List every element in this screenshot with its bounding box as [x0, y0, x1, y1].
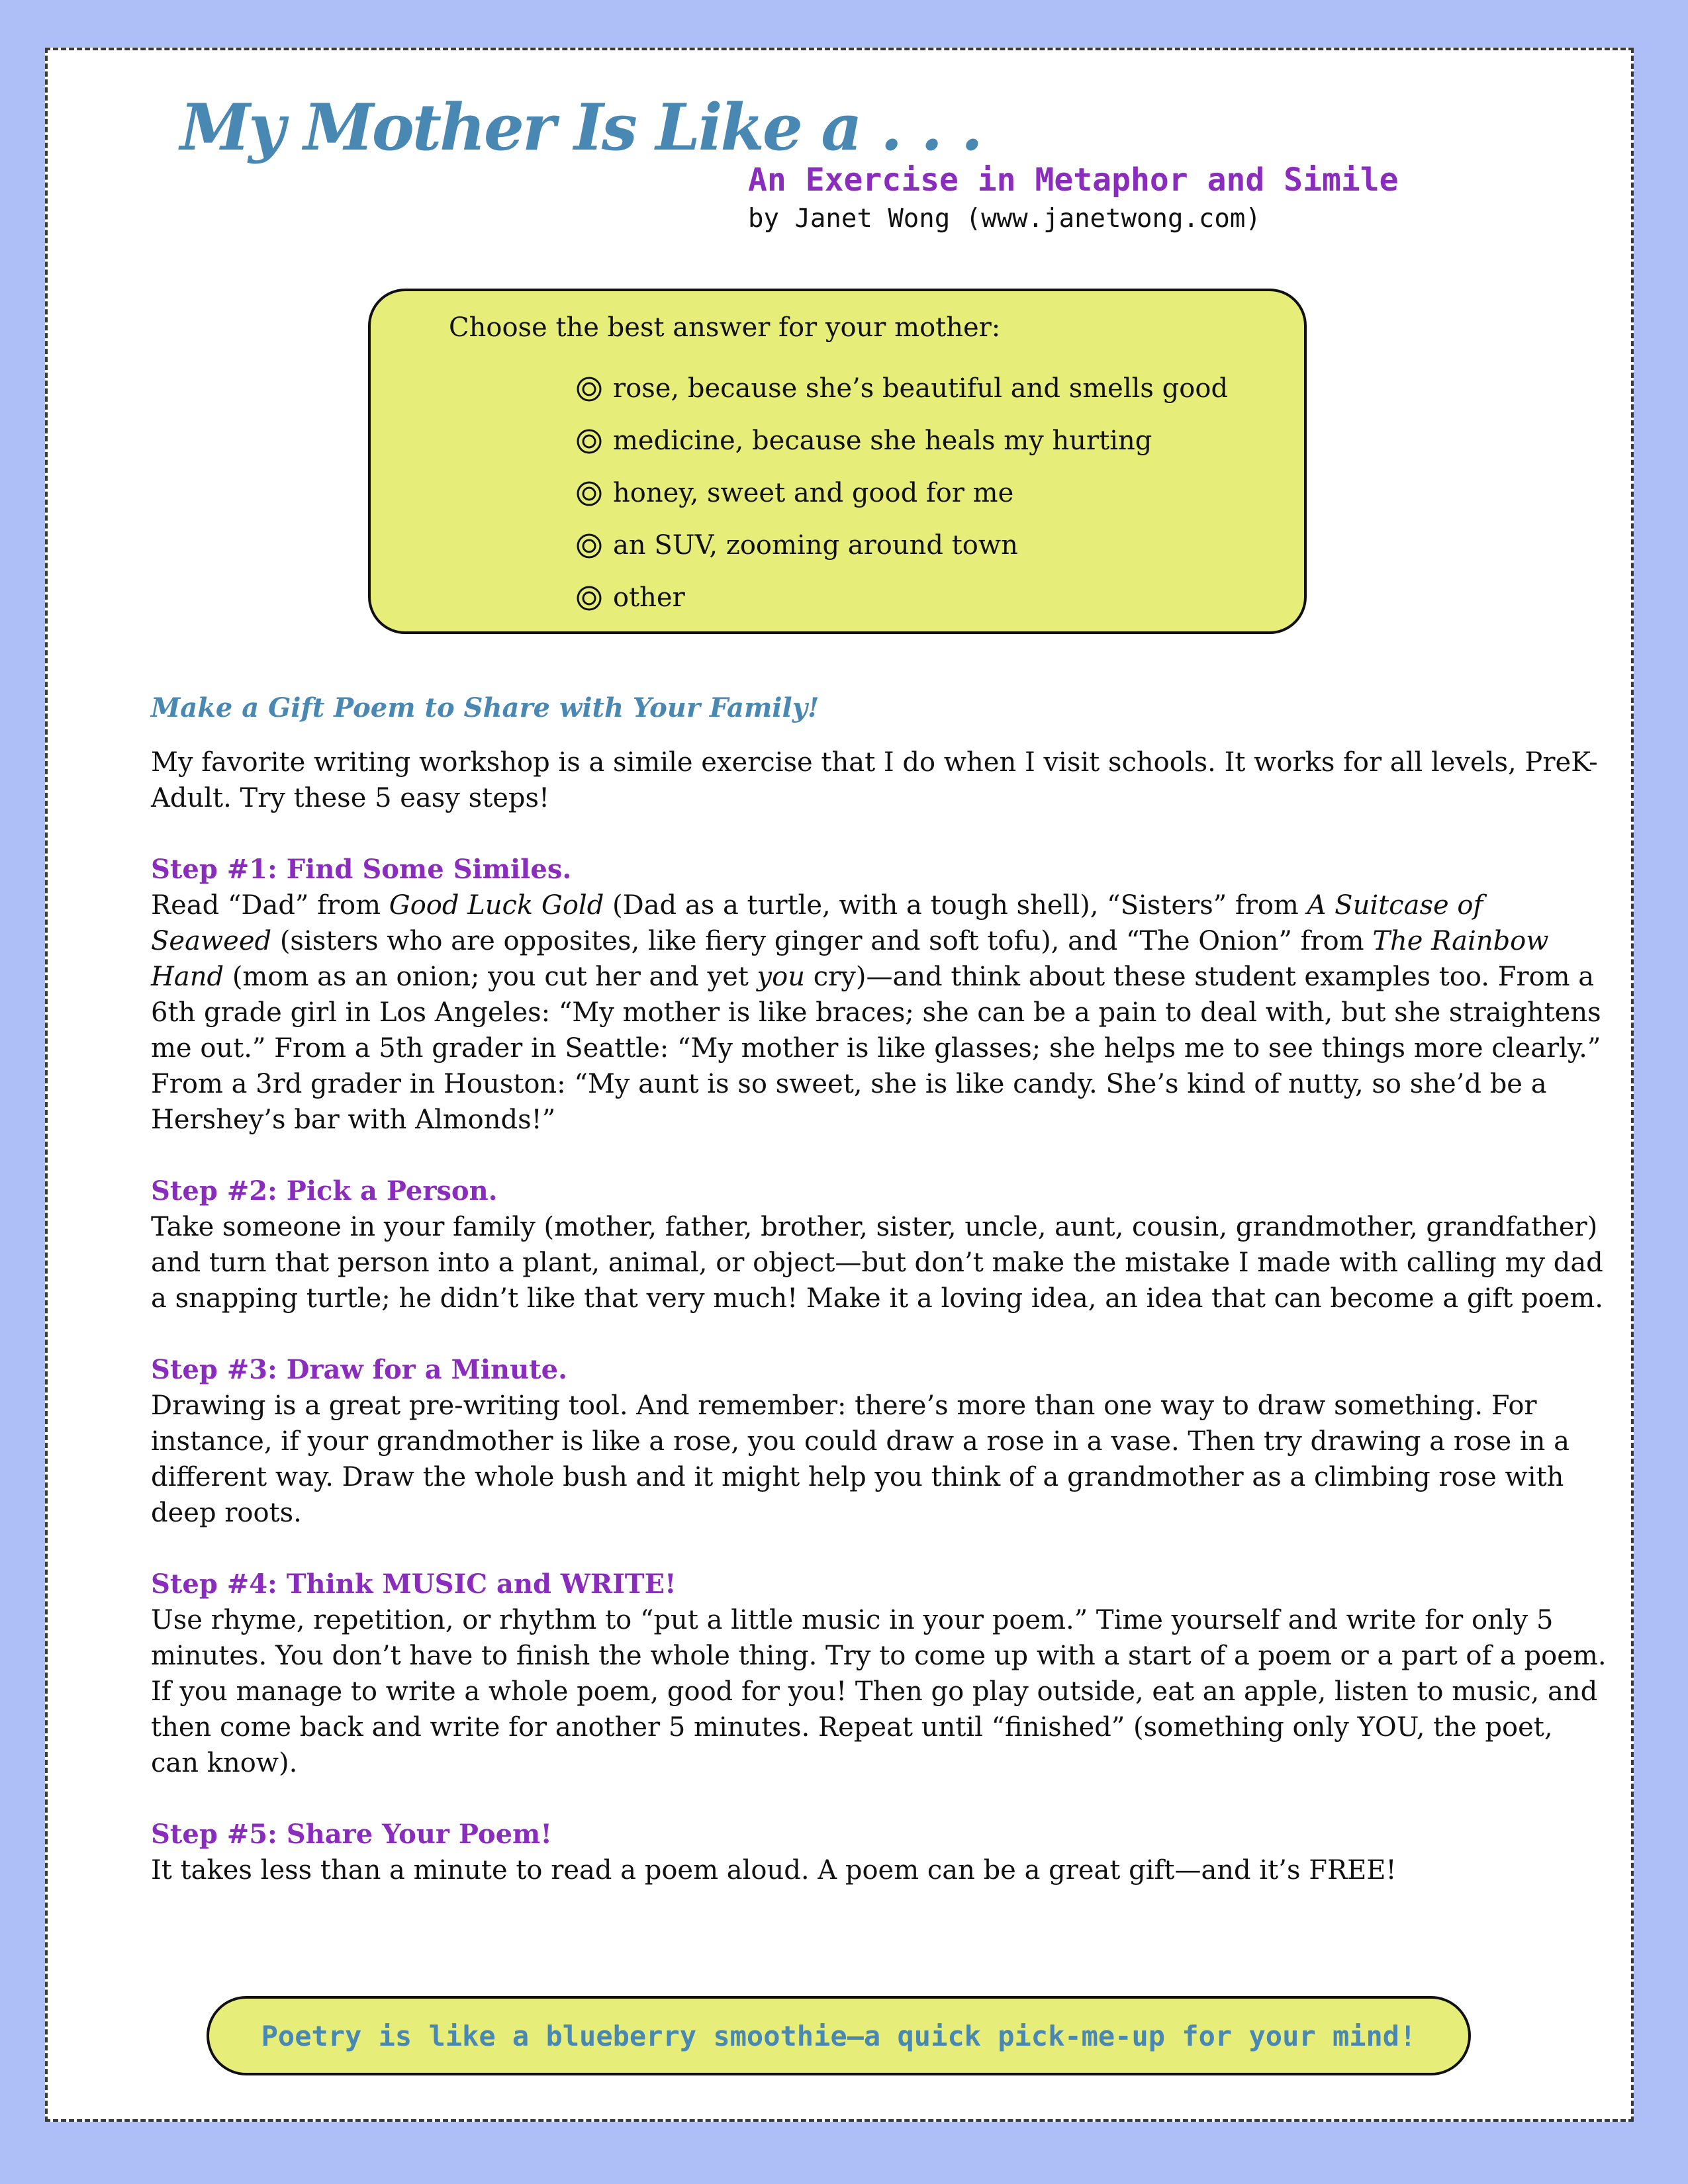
step-text: (mom as an onion; you cut her and yet — [224, 962, 757, 992]
step-1 — [151, 852, 1607, 1138]
tagline: Poetry is like a blueberry smoothie—a quick pick-me-up for your mind! — [261, 2019, 1417, 2052]
author-byline: by Janet Wong (www.janetwong.com) — [748, 204, 1261, 234]
step-body: Drawing is a great pre-writing tool. And remember: there’s more than one way to draw something. For instance, if your grandmother is like a rose, you could draw a rose in a vase. Then try drawing a rose in a different way. Draw the whole bush and it might help you think of a grandmother as a climbing rose with deep roots. — [151, 1390, 1570, 1528]
double-circle-icon — [576, 585, 602, 612]
step-heading: Step #5: Share Your Poem! — [151, 1819, 552, 1850]
step-2 — [151, 1173, 1607, 1316]
page-title: My Mother Is Like a . . . — [180, 90, 982, 165]
choice-option-label: rose, because she’s beautiful and smells good — [613, 373, 1229, 404]
step-text: (sisters who are opposites, like fiery ginger and soft tofu), and “The Onion” from — [271, 926, 1373, 956]
choice-option-suv[interactable] — [576, 520, 1228, 572]
tagline-box — [207, 1996, 1471, 2075]
intro-paragraph: My favorite writing workshop is a simile exercise that I do when I visit schools. It works for all levels, PreK-Adult. Try these 5 easy steps! — [151, 747, 1598, 813]
book-title: The Rainbow Hand — [151, 926, 1549, 992]
step-text: cry)—and think about these student examples too. From a 6th grade girl in Los Angeles: “My mother is like braces; she can be a pain to deal with, but she straightens me out.” From a 5th grader in Seattle: “My mother is like glasses; she helps me to see things more clearly.” From a 3rd grader in Houston: “My aunt is so sweet, she is like candy. She’s kind of nutty, so she’d be a Hershey’s bar with Almonds!” — [151, 962, 1601, 1135]
choice-list — [576, 363, 1228, 624]
main-content — [151, 692, 1607, 1888]
double-circle-icon — [576, 428, 602, 455]
double-circle-icon — [576, 480, 602, 507]
emphasis-text: you — [757, 962, 805, 992]
page-subtitle: An Exercise in Metaphor and Simile — [748, 161, 1399, 199]
double-circle-icon — [576, 376, 602, 402]
choice-option-label: other — [613, 582, 685, 613]
choice-prompt: Choose the best answer for your mother: — [449, 312, 1001, 343]
double-circle-icon — [576, 533, 602, 559]
book-title: Good Luck Gold — [389, 890, 604, 921]
step-body: It takes less than a minute to read a poem aloud. A poem can be a great gift—and it’s FREE! — [151, 1855, 1397, 1886]
choice-option-honey[interactable] — [576, 467, 1228, 520]
step-heading: Step #4: Think MUSIC and WRITE! — [151, 1569, 677, 1600]
choice-option-label: medicine, because she heals my hurting — [613, 426, 1152, 456]
step-4 — [151, 1567, 1607, 1781]
step-text: Read “Dad” from — [151, 890, 389, 921]
choice-option-label: honey, sweet and good for me — [613, 478, 1014, 508]
step-heading: Step #2: Pick a Person. — [151, 1175, 498, 1206]
choice-box — [368, 289, 1307, 634]
choice-option-other[interactable] — [576, 572, 1228, 624]
step-heading: Step #1: Find Some Similes. — [151, 854, 572, 885]
step-body: Take someone in your family (mother, father, brother, sister, uncle, aunt, cousin, grandmother, grandfather) and turn that person into a plant, animal, or object—but don’t make the mistake I made with calling my dad a snapping turtle; he didn’t like that very much! Make it a loving idea, an idea that can become a gift poem. — [151, 1212, 1603, 1314]
choice-option-rose[interactable] — [576, 363, 1228, 415]
worksheet-page — [45, 48, 1634, 2122]
step-heading: Step #3: Draw for a Minute. — [151, 1354, 568, 1385]
choice-option-label: an SUV, zooming around town — [613, 530, 1018, 561]
step-body: Use rhyme, repetition, or rhythm to “put a little music in your poem.” Time yourself and write for only 5 minutes. You don’t have to finish the whole thing. Try to come up with a start of a poem or a part of a poem. If you manage to write a whole poem, good for you! Then go play outside, eat an apple, listen to music, and then come back and write for another 5 minutes. Repeat until “finished” (something only YOU, the poet, can know). — [151, 1605, 1607, 1778]
gift-poem-heading: Make a Gift Poem to Share with Your Family! — [151, 692, 820, 723]
step-text: (Dad as a turtle, with a tough shell), “Sisters” from — [604, 890, 1307, 921]
book-title: A Suitcase of Seaweed — [151, 890, 1483, 956]
step-body — [151, 887, 1607, 1138]
step-3 — [151, 1352, 1607, 1531]
choice-option-medicine[interactable] — [576, 415, 1228, 467]
step-5 — [151, 1817, 1607, 1888]
